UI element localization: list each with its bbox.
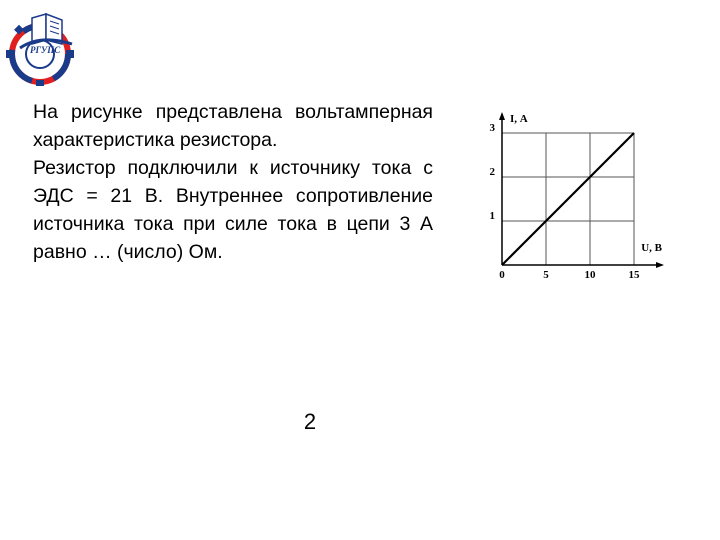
x-tick-label: 10	[584, 269, 596, 281]
x-tick-label: 0	[499, 269, 505, 281]
problem-paragraph-2: Резистор подключили к источнику тока с ЭДС = 21 В. Внутреннее сопротивление источника тока при силе тока в цепи 3 А равно … (число) Ом.	[33, 157, 433, 263]
x-tick-label: 5	[543, 269, 549, 281]
iv-characteristic-chart	[478, 110, 668, 288]
chart-labels	[490, 113, 663, 281]
chart-series	[502, 133, 634, 265]
answer-value: 2	[303, 409, 317, 434]
y-tick-label: 3	[489, 122, 495, 134]
x-axis-label: U, В	[641, 242, 662, 254]
x-tick-label: 15	[628, 269, 640, 281]
y-tick-label: 1	[489, 210, 495, 222]
logo-text: РГУПС	[30, 45, 61, 55]
y-tick-label: 2	[489, 166, 495, 178]
problem-paragraph-1: На рисунке представлена вольтамперная характеристика резистора.	[33, 101, 433, 151]
x-axis-arrow	[656, 262, 664, 268]
y-axis-arrow	[499, 112, 505, 120]
series-line	[502, 133, 634, 265]
university-logo	[2, 6, 82, 86]
y-axis-label: I, А	[510, 113, 528, 125]
problem-text	[33, 98, 433, 266]
